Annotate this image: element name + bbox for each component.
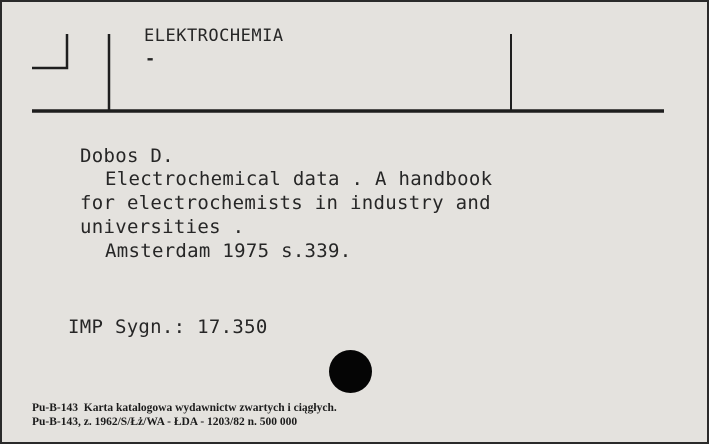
footer-line-2: Pu-B-143, z. 1962/S/Łż/WA - ŁDA - 1203/82 n. 500 000	[32, 416, 298, 428]
punch-hole	[329, 350, 372, 393]
call-number: IMP Sygn.: 17.350	[68, 316, 268, 338]
corner-bracket	[32, 34, 67, 68]
subject-heading: ELEKTROCHEMIA	[144, 26, 284, 46]
footer-line-1: Pu-B-143 Karta katalogowa wydawnictw zwartych i ciągłych.	[32, 402, 337, 414]
title-line-1: Electrochemical data . A handbook	[105, 168, 493, 190]
title-line-2: for electrochemists in industry and	[80, 192, 491, 214]
author-line: Dobos D.	[80, 145, 174, 167]
imprint-line: Amsterdam 1975 s.339.	[105, 240, 352, 262]
title-line-3: universities .	[80, 216, 245, 238]
subheading: -	[145, 49, 156, 69]
